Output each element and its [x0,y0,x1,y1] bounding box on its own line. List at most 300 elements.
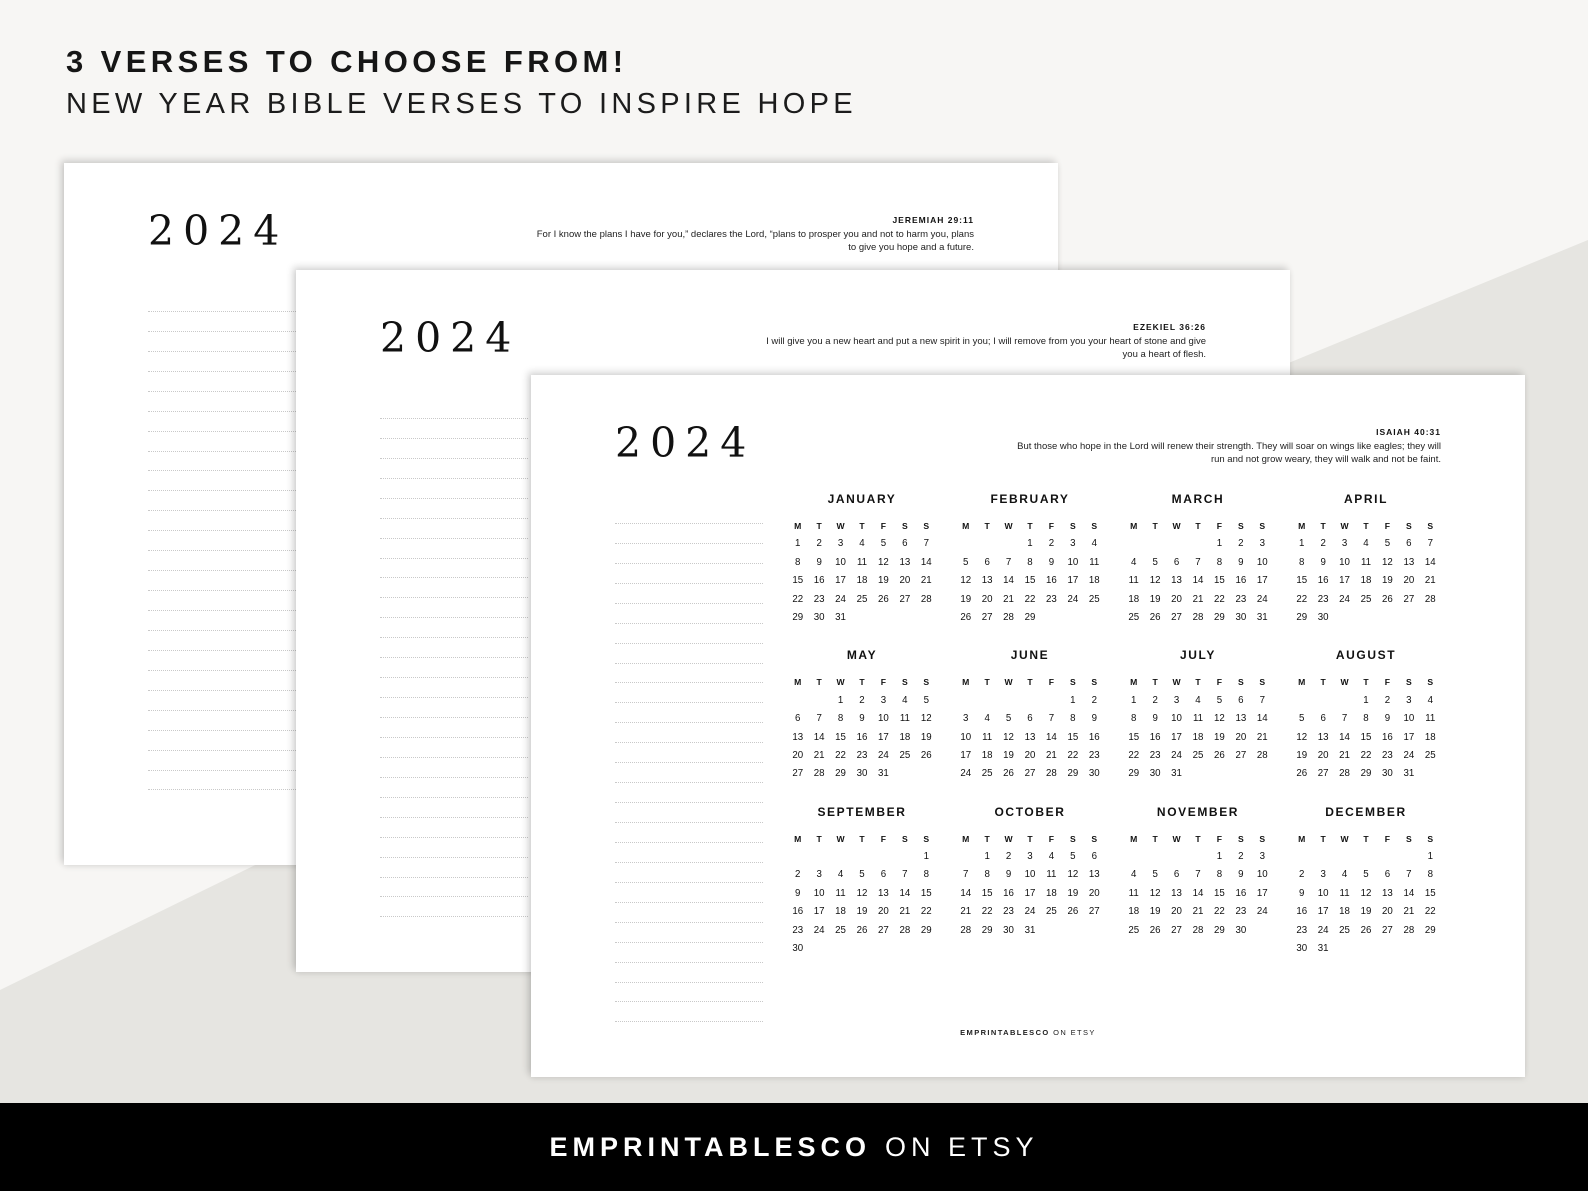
note-line [148,511,296,531]
day-cell: 18 [1339,906,1350,918]
weekday-header: F [1384,677,1391,688]
note-line [615,604,763,624]
day-cell: 13 [1171,887,1182,899]
weekday-header: W [1340,833,1349,844]
empty-cell [1166,848,1187,866]
day-cell: 14 [1424,556,1436,568]
empty-cell [787,692,808,710]
day-cell: 25 [1046,906,1057,918]
day-cell: 11 [1089,556,1100,568]
day-cell: 23 [792,924,804,936]
day-cell: 18 [1192,731,1204,743]
weekday-header: S [1259,833,1266,844]
note-line [380,897,528,917]
empty-cell [1312,692,1333,710]
month-title: MAY [846,648,878,663]
day-cell: 18 [1128,906,1140,918]
day-cell: 7 [816,713,822,725]
day-cell: 30 [1317,611,1329,623]
day-cell: 31 [1317,943,1329,955]
day-cell: 8 [1070,713,1076,725]
note-line [148,691,296,711]
day-cell: 25 [1192,749,1204,761]
day-cell: 21 [1046,749,1057,761]
note-line [615,524,763,544]
weekday-header: S [1069,521,1076,531]
note-line [615,723,763,743]
day-cell: 23 [1046,593,1057,605]
subheadline: NEW YEAR BIBLE VERSES TO INSPIRE HOPE [66,88,857,120]
note-line [148,452,296,472]
weekday-header: T [1195,677,1201,688]
note-line [380,818,528,838]
weekday-header: T [859,833,865,844]
empty-cell [1144,535,1165,553]
month-days [1291,830,1441,959]
day-cell: 28 [1424,593,1436,605]
day-cell: 6 [1238,694,1244,706]
month-days [1123,517,1273,627]
day-cell: 28 [1192,611,1204,623]
day-cell: 17 [878,731,889,743]
day-cell: 10 [960,731,972,743]
day-cell: 16 [1235,887,1247,899]
day-cell: 9 [1299,887,1305,899]
day-cell: 29 [1067,768,1079,780]
month-days [787,830,937,959]
note-line [615,903,763,923]
note-line [615,624,763,644]
day-cell: 28 [1192,924,1204,936]
day-cell: 5 [859,869,865,881]
day-cell: 22 [1214,906,1225,918]
weekday-header: M [1130,833,1138,844]
weekday-header: M [794,833,802,844]
day-cell: 24 [813,924,825,936]
day-cell: 22 [1360,749,1372,761]
day-cell: 23 [1296,924,1308,936]
weekday-header: M [1298,833,1306,844]
day-cell: 14 [1003,575,1014,587]
day-cell: 28 [920,593,932,605]
weekday-header: T [816,521,822,531]
verse-text: I will give you a new heart and put a new spirit in you; I will remove from you your heart of stone and give you a heart of flesh. [766,336,1206,360]
month-february [955,491,1105,627]
day-cell: 27 [1235,749,1247,761]
month-march [1123,491,1273,627]
day-cell: 7 [1427,538,1433,550]
day-cell: 22 [1424,906,1436,918]
day-cell: 23 [1088,749,1100,761]
empty-cell [976,535,997,553]
day-cell: 13 [899,556,911,568]
weekday-header: M [962,677,970,688]
month-title: JUNE [1010,648,1050,663]
month-days [1291,517,1441,627]
day-cell: 17 [1024,887,1036,899]
day-cell: 1 [984,851,990,863]
weekday-header: S [1091,521,1098,531]
day-cell: 2 [859,694,865,706]
day-cell: 1 [1216,538,1223,550]
day-cell: 8 [1216,556,1223,568]
day-cell: 12 [1214,713,1225,725]
weekday-header: T [1363,521,1369,531]
month-days [1291,673,1441,783]
day-cell: 26 [1067,906,1079,918]
day-cell: 10 [878,713,889,725]
weekday-header: W [1004,521,1013,531]
day-cell: 6 [795,713,801,725]
day-cell: 19 [878,575,889,587]
day-cell: 17 [813,906,825,918]
day-cell: 15 [1424,887,1436,899]
day-cell: 21 [920,575,932,587]
day-cell: 10 [835,556,846,568]
note-line [380,878,528,898]
month-days [1123,673,1273,783]
weekday-header: T [859,677,865,688]
day-cell: 8 [1363,713,1369,725]
day-cell: 8 [1216,869,1223,881]
day-cell: 21 [899,906,911,918]
day-cell: 13 [981,575,993,587]
month-title: OCTOBER [994,804,1066,819]
month-december [1291,804,1441,959]
day-cell: 21 [1192,906,1204,918]
day-cell: 19 [1296,749,1308,761]
day-cell: 11 [899,713,910,725]
note-line [615,823,763,843]
day-cell: 10 [1317,887,1329,899]
day-cell: 23 [813,593,825,605]
weekday-header: T [1152,521,1158,531]
day-cell: 3 [1259,851,1265,863]
note-line [380,578,528,598]
weekday-header: F [1048,521,1055,531]
day-cell: 18 [1360,575,1372,587]
day-cell: 19 [856,906,868,918]
empty-cell [1123,535,1144,553]
day-cell: 15 [1360,731,1372,743]
day-cell: 30 [1296,943,1308,955]
day-cell: 14 [1403,887,1415,899]
day-cell: 2 [1238,851,1244,863]
day-cell: 12 [1149,575,1161,587]
day-cell: 5 [880,538,887,550]
weekday-header: W [1172,521,1181,531]
day-cell: 7 [1341,713,1348,725]
note-line [615,1002,763,1022]
month-title: SEPTEMBER [817,804,907,819]
day-cell: 4 [1341,869,1348,881]
note-line [615,963,763,983]
year-title: 2024 [148,207,289,255]
weekday-header: T [1195,833,1201,844]
weekday-header: W [1340,677,1349,688]
empty-cell [1019,692,1040,710]
day-cell: 16 [1382,731,1393,743]
day-cell: 30 [792,943,804,955]
day-cell: 28 [1256,749,1268,761]
day-cell: 11 [835,887,846,899]
day-cell: 10 [1067,556,1079,568]
day-cell: 16 [1296,906,1308,918]
note-line [615,504,763,524]
day-cell: 26 [1003,768,1014,780]
day-cell: 5 [1070,851,1076,863]
weekday-header: F [1048,833,1055,844]
day-cell: 21 [960,906,972,918]
day-cell: 8 [1299,556,1305,568]
footer-suffix: ON ETSY [1053,1028,1096,1037]
empty-cell [1187,535,1208,553]
day-cell: 4 [902,694,908,706]
empty-cell [1291,692,1312,710]
note-line [380,858,528,878]
weekday-header: F [1216,833,1223,844]
note-line [148,531,296,551]
day-cell: 13 [1024,731,1036,743]
day-cell: 11 [1360,556,1372,568]
day-cell: 29 [1128,768,1140,780]
note-line [615,644,763,664]
day-cell: 12 [1003,731,1014,743]
headline: 3 VERSES TO CHOOSE FROM! [66,44,628,79]
day-cell: 28 [1003,611,1014,623]
note-line [148,751,296,771]
day-cell: 5 [1363,869,1369,881]
day-cell: 17 [1171,731,1182,743]
day-cell: 22 [981,906,993,918]
day-cell: 29 [920,924,932,936]
day-cell: 10 [1256,556,1268,568]
weekday-header: W [1172,677,1181,688]
day-cell: 24 [960,768,972,780]
day-cell: 14 [1256,713,1268,725]
month-may [787,647,937,783]
day-cell: 26 [920,749,932,761]
day-cell: 2 [1238,538,1244,550]
day-cell: 28 [899,924,911,936]
month-days [955,673,1105,783]
day-cell: 14 [1046,731,1057,743]
day-cell: 22 [1214,593,1225,605]
day-cell: 4 [984,713,990,725]
day-cell: 17 [1403,731,1415,743]
empty-cell [1123,848,1144,866]
month-august [1291,647,1441,783]
weekday-header: F [1048,677,1055,688]
day-cell: 29 [1424,924,1436,936]
month-days [787,673,937,783]
day-cell: 18 [835,906,846,918]
month-title: JULY [1180,648,1216,663]
note-line [615,843,763,863]
day-cell: 29 [1296,611,1308,623]
day-cell: 29 [1214,924,1225,936]
weekday-header: M [1130,677,1138,688]
day-cell: 16 [1235,575,1247,587]
weekday-header: S [1259,521,1266,531]
day-cell: 18 [856,575,868,587]
day-cell: 9 [1238,869,1244,881]
day-cell: 26 [1214,749,1225,761]
day-cell: 27 [792,768,804,780]
weekday-header: F [1216,677,1223,688]
day-cell: 18 [1424,731,1436,743]
day-cell: 17 [1317,906,1329,918]
day-cell: 18 [1046,887,1057,899]
day-cell: 24 [1024,906,1036,918]
note-line [380,559,528,579]
day-cell: 29 [1214,611,1225,623]
day-cell: 4 [837,869,844,881]
note-line [148,731,296,751]
day-cell: 9 [859,713,865,725]
day-cell: 11 [1425,713,1436,725]
month-title: APRIL [1344,492,1388,506]
empty-cell [1166,535,1187,553]
day-cell: 16 [856,731,868,743]
day-cell: 9 [1048,556,1055,568]
day-cell: 21 [813,749,825,761]
note-line [148,651,296,671]
day-cell: 12 [856,887,868,899]
day-cell: 20 [1235,731,1247,743]
day-cell: 25 [1360,593,1372,605]
note-line [148,571,296,591]
day-cell: 24 [1256,593,1268,605]
day-cell: 22 [1024,593,1036,605]
day-cell: 4 [1427,694,1433,706]
day-cell: 8 [984,869,990,881]
day-cell: 7 [1195,556,1201,568]
weekday-header: S [901,833,908,844]
note-line [148,491,296,511]
month-title: NOVEMBER [1156,804,1240,819]
day-cell: 5 [1005,713,1012,725]
day-cell: 27 [1382,924,1393,936]
day-cell: 10 [1171,713,1182,725]
weekday-header: W [836,521,845,531]
day-cell: 31 [878,768,889,780]
weekday-header: T [984,833,990,844]
note-line [380,419,528,439]
weekday-header: S [1237,677,1244,688]
empty-cell [894,848,915,866]
empty-cell [998,535,1019,553]
day-cell: 12 [960,575,972,587]
day-cell: 6 [1027,713,1033,725]
note-line [380,479,528,499]
day-cell: 12 [1149,887,1161,899]
note-line [615,683,763,703]
day-cell: 25 [1424,749,1436,761]
day-cell: 9 [1005,869,1012,881]
day-cell: 14 [1192,887,1204,899]
note-line [615,883,763,903]
empty-cell [787,848,808,866]
note-line [148,372,296,392]
verse-reference: ISAIAH 40:31 [1376,427,1441,437]
weekday-header: M [962,833,970,844]
day-cell: 9 [1152,713,1158,725]
day-cell: 3 [1320,869,1326,881]
day-cell: 10 [1256,869,1268,881]
day-cell: 25 [1339,924,1350,936]
month-title: JANUARY [827,492,897,506]
note-line [148,332,296,352]
weekday-header: S [901,677,908,688]
day-cell: 10 [1024,869,1036,881]
day-cell: 20 [1171,593,1182,605]
weekday-header: T [984,521,990,531]
day-cell: 7 [1259,694,1265,706]
day-cell: 4 [1131,869,1137,881]
day-cell: 9 [1091,713,1097,725]
month-title: DECEMBER [1325,804,1407,819]
day-cell: 20 [1382,906,1393,918]
weekday-header: W [1004,833,1013,844]
day-cell: 21 [1339,749,1350,761]
weekday-header: T [1152,677,1158,688]
day-cell: 23 [1382,749,1393,761]
empty-cell [808,692,829,710]
day-cell: 17 [1256,575,1268,587]
verse-reference: EZEKIEL 36:26 [1133,322,1206,332]
day-cell: 31 [1256,611,1268,623]
banner-suffix: ON ETSY [884,1131,1039,1162]
day-cell: 30 [1235,611,1247,623]
day-cell: 1 [1427,851,1433,863]
note-line [380,658,528,678]
note-line [148,551,296,571]
note-line [380,698,528,718]
note-line [615,943,763,963]
weekday-header: S [1259,677,1266,688]
day-cell: 13 [878,887,889,899]
note-line [380,598,528,618]
day-cell: 25 [1128,924,1140,936]
day-cell: 30 [813,611,825,623]
day-cell: 18 [1088,575,1100,587]
day-cell: 15 [1024,575,1036,587]
month-days [787,517,937,627]
day-cell: 3 [837,538,844,550]
month-days [955,830,1105,940]
day-cell: 3 [963,713,969,725]
day-cell: 12 [1360,887,1372,899]
day-cell: 29 [835,768,846,780]
note-line [148,432,296,452]
day-cell: 2 [1384,694,1391,706]
day-cell: 30 [1088,768,1100,780]
day-cell: 12 [1382,556,1393,568]
day-cell: 3 [1070,538,1076,550]
day-cell: 24 [1339,593,1350,605]
day-cell: 4 [859,538,865,550]
empty-cell [955,692,976,710]
day-cell: 19 [1003,749,1014,761]
weekday-header: S [1405,521,1412,531]
weekday-header: T [1027,521,1033,531]
day-cell: 19 [1382,575,1393,587]
day-cell: 6 [1406,538,1412,550]
day-cell: 13 [1403,556,1415,568]
day-cell: 27 [981,611,993,623]
weekday-header: W [1172,833,1181,844]
